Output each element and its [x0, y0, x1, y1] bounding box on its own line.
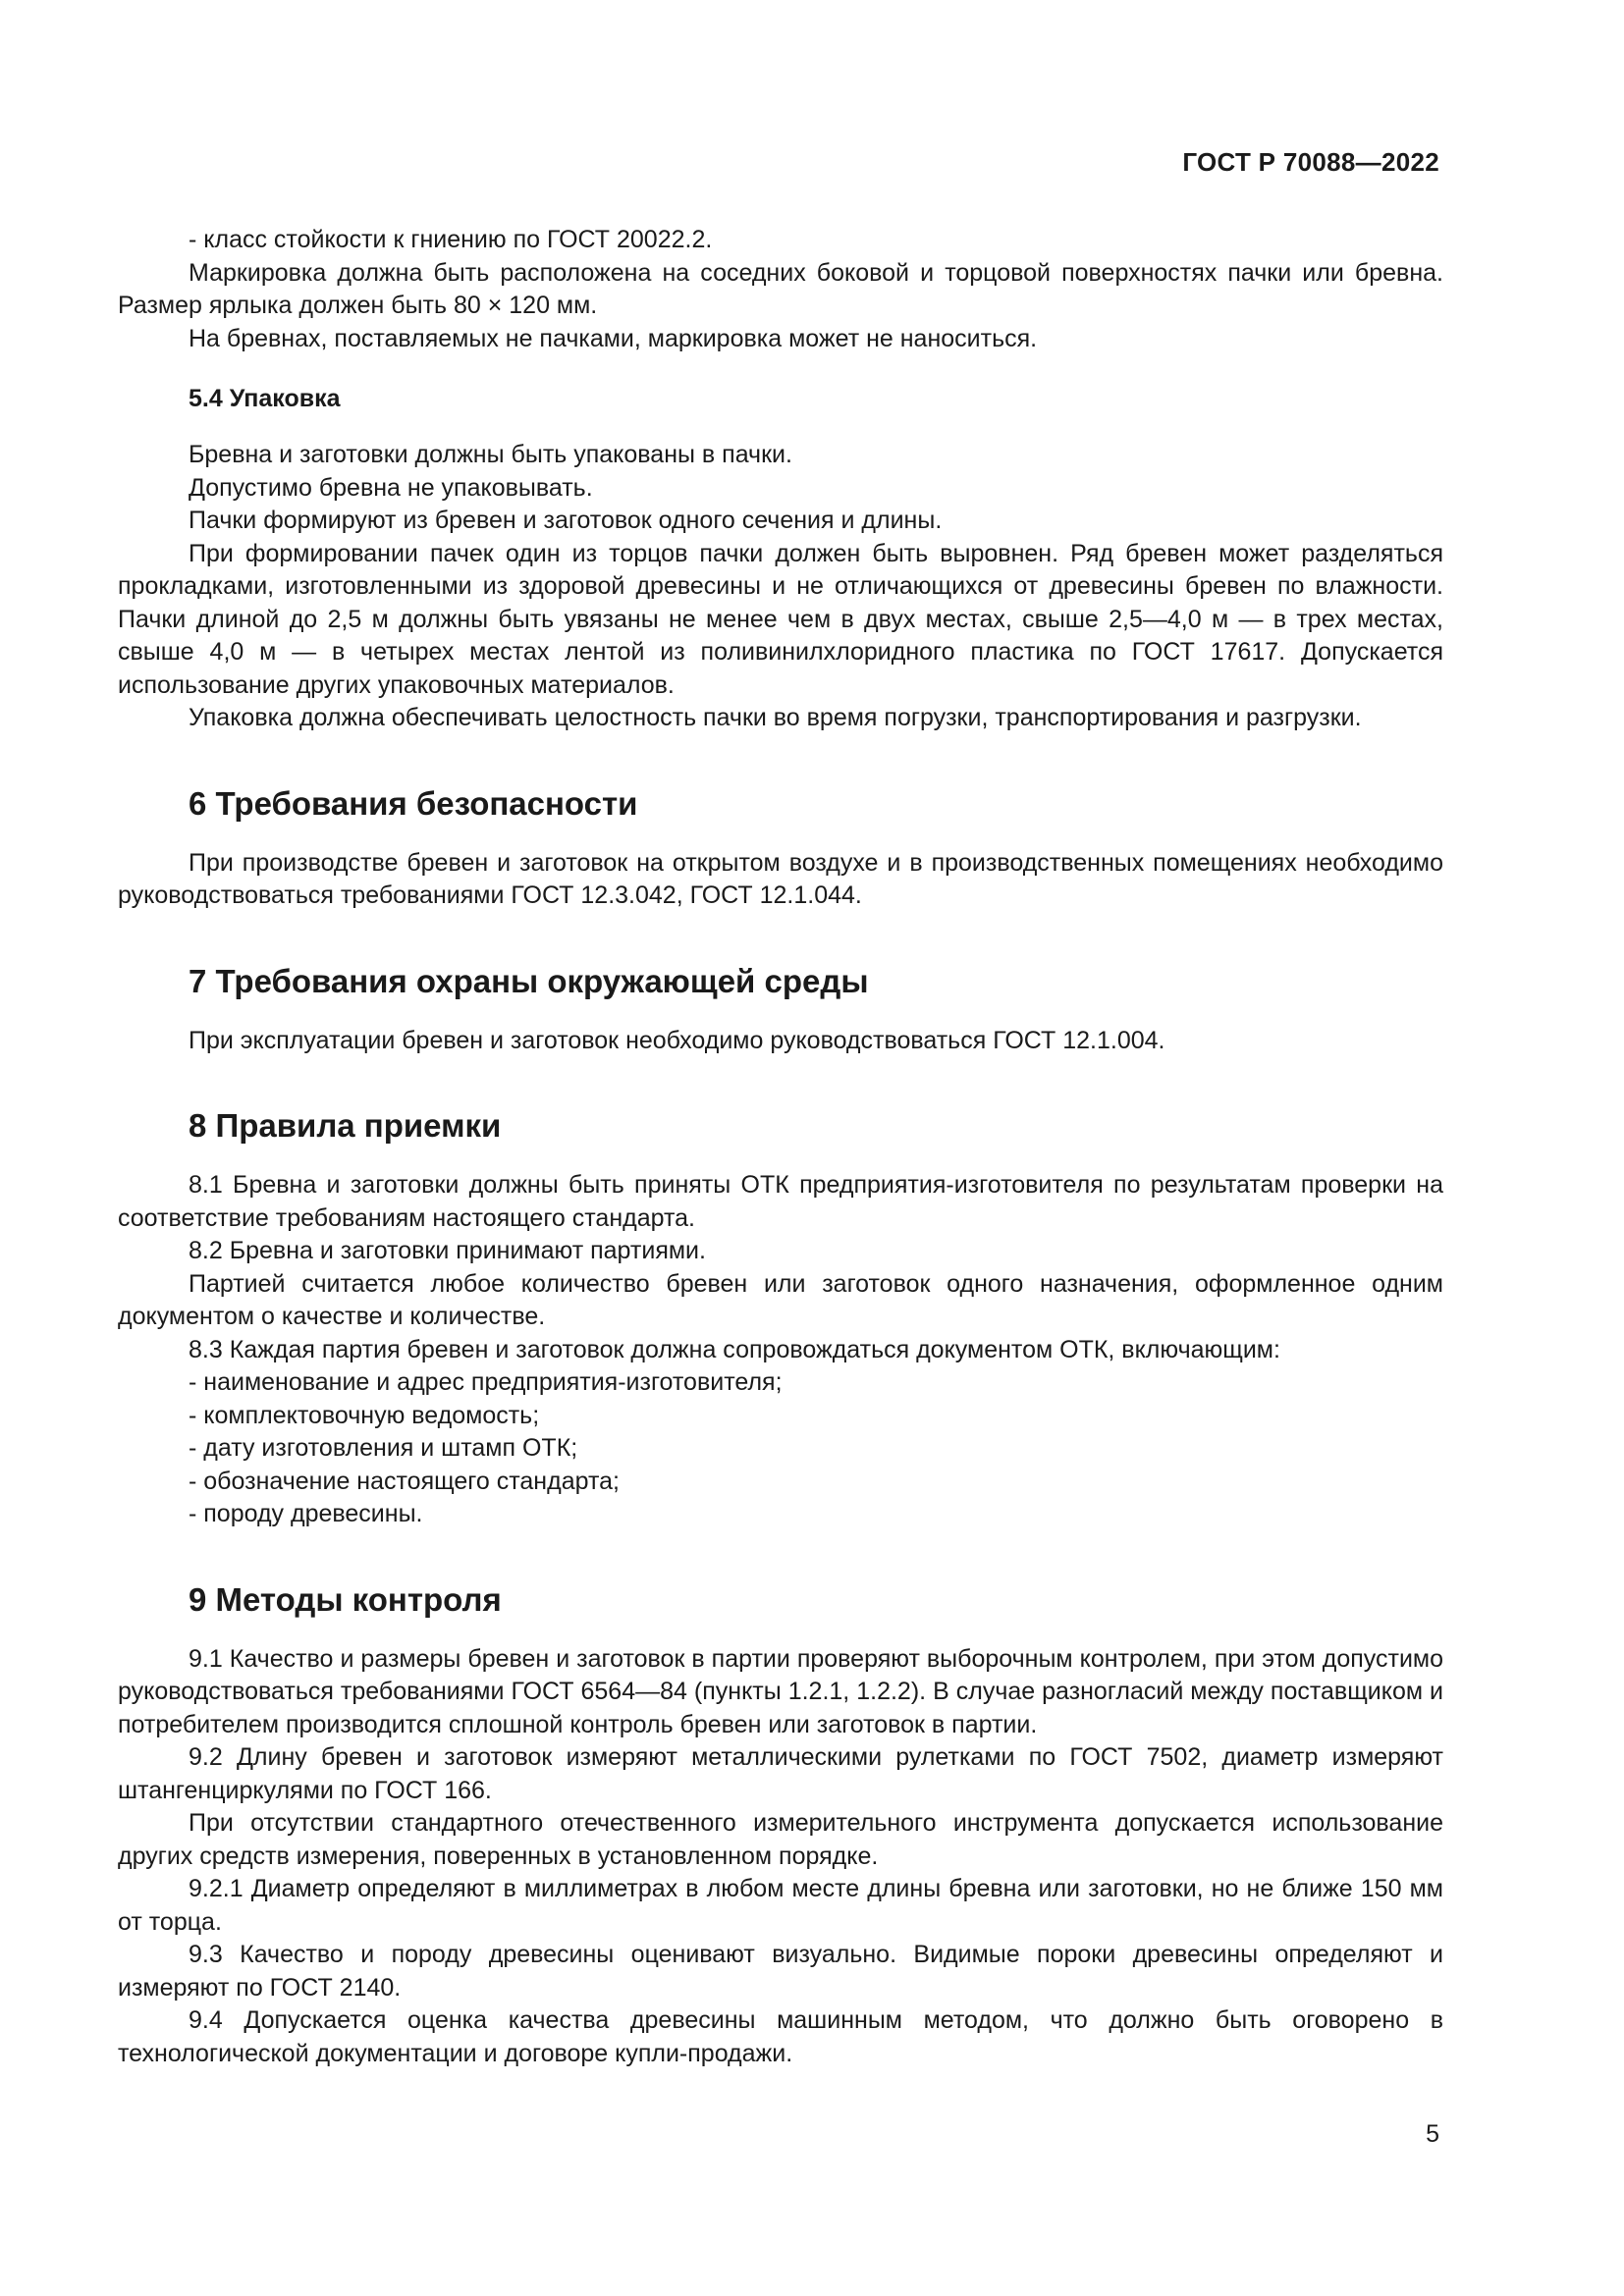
paragraph: Партией считается любое количество бревен или заготовок одного назначения, оформленное одним документом о качестве и количестве. [118, 1269, 1443, 1330]
paragraph: Пачки формируют из бревен и заготовок одного сечения и длины. [189, 507, 943, 534]
paragraph: При отсутствии стандартного отечественного измерительного инструмента допускается использование других средств измерения, поверенных в установленном порядке. [118, 1809, 1443, 1870]
paragraph: При формировании пачек один из торцов пачки должен быть выровнен. Ряд бревен может разделяться прокладками, изготовленными из здоровой древесины и не отличающихся от древесины бревен по влажности. Пачки длиной до 2,5 м должны быть увязаны не менее чем в двух местах, свыше 2,5—4,0 м — в трех местах, свыше 4,0 м — в четырех местах лентой из поливинилхлоридного пластика по ГОСТ 17617. Допускается использование других упаковочных материалов. [118, 539, 1443, 699]
paragraph: Маркировка должна быть расположена на соседних боковой и торцовой поверхностях пачки или бревна. Размер ярлыка должен быть 80 × 120 мм. [118, 258, 1443, 319]
list-item: - дату изготовления и штамп ОТК; [189, 1434, 578, 1462]
paragraph: На бревнах, поставляемых не пачками, маркировка может не наноситься. [189, 324, 1038, 352]
section-title-8: 8 Правила приемки [189, 1107, 502, 1144]
paragraph: 8.2 Бревна и заготовки принимают партиями. [189, 1237, 706, 1264]
page-number: 5 [1426, 2120, 1439, 2148]
list-item: - обозначение настоящего стандарта; [189, 1467, 620, 1495]
paragraph: Бревна и заготовки должны быть упакованы в пачки. [189, 441, 792, 468]
paragraph: Упаковка должна обеспечивать целостность пачки во время погрузки, транспортирования и разгрузки. [189, 704, 1362, 731]
section-title-9: 9 Методы контроля [189, 1580, 502, 1618]
page-body [118, 224, 1443, 2070]
paragraph: 9.2 Длину бревен и заготовок измеряют металлическими рулетками по ГОСТ 7502, диаметр измеряют штангенциркулями по ГОСТ 166. [118, 1743, 1443, 1804]
section-title-6: 6 Требования безопасности [189, 784, 638, 822]
paragraph: 9.4 Допускается оценка качества древесины машинным методом, что должно быть оговорено в технологической документации и договоре купли-продажи. [118, 2006, 1443, 2067]
subsection-title-5-4: 5.4 Упаковка [189, 385, 341, 412]
list-item: - наименование и адрес предприятия-изготовителя; [189, 1368, 783, 1396]
paragraph: 9.1 Качество и размеры бревен и заготовок в партии проверяют выборочным контролем, при этом допустимо руководствоваться требованиями ГОСТ 6564—84 (пункты 1.2.1, 1.2.2). В случае разногласий между поставщиком и потребителем производится сплошной контроль бревен или заготовок в партии. [118, 1644, 1443, 1738]
paragraph: 8.1 Бревна и заготовки должны быть приняты ОТК предприятия-изготовителя по результатам проверки на соответствие требованиям настоящего стандарта. [118, 1171, 1443, 1232]
paragraph: - класс стойкости к гниению по ГОСТ 20022.2. [189, 226, 713, 253]
section-title-7: 7 Требования охраны окружающей среды [189, 962, 869, 999]
paragraph: 9.3 Качество и породу древесины оценивают визуально. Видимые пороки древесины определяют и измеряют по ГОСТ 2140. [118, 1941, 1443, 2002]
list-item: - комплектовочную ведомость; [189, 1401, 540, 1429]
paragraph: 9.2.1 Диаметр определяют в миллиметрах в любом месте длины бревна или заготовки, но не ближе 150 мм от торца. [118, 1875, 1443, 1936]
document-id-header: ГОСТ Р 70088—2022 [1182, 147, 1439, 177]
paragraph: 8.3 Каждая партия бревен и заготовок должна сопровождаться документом ОТК, включающим: [189, 1335, 1280, 1363]
list-item: - породу древесины. [189, 1500, 423, 1527]
paragraph: При производстве бревен и заготовок на открытом воздухе и в производственных помещениях необходимо руководствоваться требованиями ГОСТ 12.3.042, ГОСТ 12.1.044. [118, 848, 1443, 909]
paragraph: Допустимо бревна не упаковывать. [189, 473, 593, 502]
paragraph: При эксплуатации бревен и заготовок необходимо руководствоваться ГОСТ 12.1.004. [189, 1026, 1165, 1054]
